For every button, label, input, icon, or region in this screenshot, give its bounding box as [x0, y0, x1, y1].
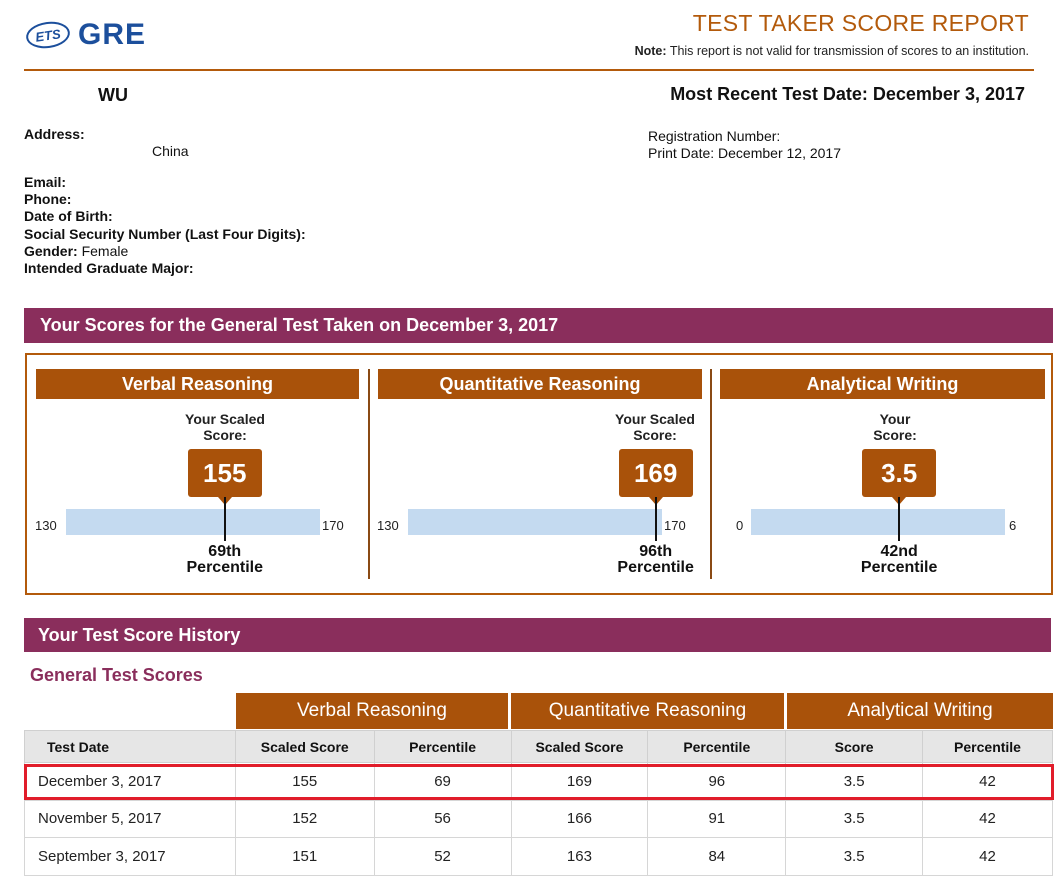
- registration-block: [648, 128, 841, 162]
- header-divider: [24, 69, 1034, 71]
- history-group-quant: Quantitative Reasoning: [511, 693, 784, 729]
- col-quant-scaled: Scaled Score: [511, 731, 648, 763]
- cell-verbal-scaled: 151: [235, 838, 374, 876]
- quant-scale-bar: [408, 509, 662, 535]
- verbal-min-label: 130: [35, 518, 57, 533]
- table-row: [25, 838, 1053, 876]
- print-date: Print Date: December 12, 2017: [648, 145, 841, 161]
- cell-verbal-scaled: 152: [235, 800, 374, 838]
- address-country: China: [152, 143, 189, 159]
- verbal-scaled-label: Your Scaled Score:: [185, 411, 265, 443]
- scores-section-header: Your Scores for the General Test Taken on December 3, 2017: [24, 308, 1053, 343]
- col-writing-score: Score: [786, 731, 923, 763]
- cell-quant-percentile: 91: [648, 800, 786, 838]
- table-header-row: [25, 731, 1053, 763]
- cell-verbal-percentile: 52: [374, 838, 511, 876]
- col-verbal-percentile: Percentile: [374, 731, 511, 763]
- ets-logo-icon: ETS: [24, 19, 71, 51]
- cell-quant-scaled: 169: [511, 763, 648, 801]
- col-writing-percentile: Percentile: [923, 731, 1053, 763]
- cell-date: December 3, 2017: [25, 763, 236, 801]
- info-intended-major: Intended Graduate Major:: [24, 260, 194, 277]
- writing-max-label: 6: [1009, 518, 1017, 533]
- cell-writing-percentile: 42: [923, 838, 1053, 876]
- cell-date: September 3, 2017: [25, 838, 236, 876]
- verbal-percentile: 69th Percentile: [186, 543, 263, 576]
- table-row: [25, 763, 1053, 801]
- info-email: Email:: [24, 174, 67, 190]
- cell-writing-score: 3.5: [786, 838, 923, 876]
- writing-scaled-label: Your Score:: [873, 411, 917, 443]
- info-date-of-birth: Date of Birth:: [24, 208, 113, 225]
- cell-writing-score: 3.5: [786, 763, 923, 801]
- history-subtitle: General Test Scores: [30, 665, 203, 685]
- score-panel: [25, 353, 1053, 595]
- note-text: This report is not valid for transmission of scores to an institution.: [669, 44, 1029, 58]
- cell-quant-percentile: 96: [648, 763, 786, 801]
- personal-info-list: [24, 174, 306, 277]
- registration-number-label: Registration Number:: [648, 128, 781, 144]
- cell-date: November 5, 2017: [25, 800, 236, 838]
- history-group-verbal: Verbal Reasoning: [236, 693, 508, 729]
- cell-writing-percentile: 42: [923, 763, 1053, 801]
- quant-score-card: [378, 369, 702, 399]
- verbal-card-title: Verbal Reasoning: [36, 369, 359, 399]
- quant-scaled-label: Your Scaled Score:: [615, 411, 695, 443]
- cell-quant-scaled: 163: [511, 838, 648, 876]
- writing-score-box: 3.5: [862, 449, 936, 497]
- quant-card-title: Quantitative Reasoning: [378, 369, 702, 399]
- info-ssn: Social Security Number (Last Four Digits):: [24, 225, 306, 242]
- cell-quant-scaled: 166: [511, 800, 648, 838]
- col-verbal-scaled: Scaled Score: [235, 731, 374, 763]
- score-history-table: [24, 730, 1053, 876]
- gre-logo-text: GRE: [78, 18, 147, 51]
- cell-writing-percentile: 42: [923, 800, 1053, 838]
- quant-percentile: 96th Percentile: [617, 543, 694, 576]
- writing-percentile: 42nd Percentile: [860, 543, 938, 576]
- note-label: Note:: [634, 44, 667, 58]
- cell-verbal-percentile: 56: [374, 800, 511, 838]
- writing-scale-bar: [751, 509, 1005, 535]
- writing-card-title: Analytical Writing: [720, 369, 1045, 399]
- quant-score-box: 169: [619, 449, 693, 497]
- col-quant-percentile: Percentile: [648, 731, 786, 763]
- verbal-score-marker: [224, 497, 226, 541]
- cell-verbal-percentile: 69: [374, 763, 511, 801]
- card-divider-1: [368, 369, 370, 579]
- cell-quant-percentile: 84: [648, 838, 786, 876]
- history-group-writing: Analytical Writing: [787, 693, 1053, 729]
- writing-min-label: 0: [736, 518, 744, 533]
- verbal-scale-bar: [66, 509, 320, 535]
- ets-gre-logo: [26, 18, 146, 52]
- taker-name: WU: [98, 85, 128, 105]
- report-note: [635, 44, 1029, 58]
- verbal-score-box: 155: [188, 449, 262, 497]
- quant-score-marker: [655, 497, 657, 541]
- info-gender: Gender: Female: [24, 242, 129, 259]
- info-phone: Phone:: [24, 191, 72, 208]
- quant-min-label: 130: [377, 518, 399, 533]
- cell-writing-score: 3.5: [786, 800, 923, 838]
- most-recent-test-date: Most Recent Test Date: December 3, 2017: [670, 84, 1025, 104]
- cell-verbal-scaled: 155: [235, 763, 374, 801]
- history-section-header: Your Test Score History: [24, 618, 1051, 652]
- card-divider-2: [710, 369, 712, 579]
- writing-score-marker: [898, 497, 900, 541]
- table-row: [25, 800, 1053, 838]
- address-label: Address:: [24, 126, 85, 142]
- report-title: TEST TAKER SCORE REPORT: [692, 10, 1029, 36]
- verbal-score-card: [36, 369, 359, 399]
- quant-max-label: 170: [664, 518, 686, 533]
- verbal-max-label: 170: [322, 518, 344, 533]
- col-test-date: Test Date: [25, 731, 236, 763]
- writing-score-card: [720, 369, 1045, 399]
